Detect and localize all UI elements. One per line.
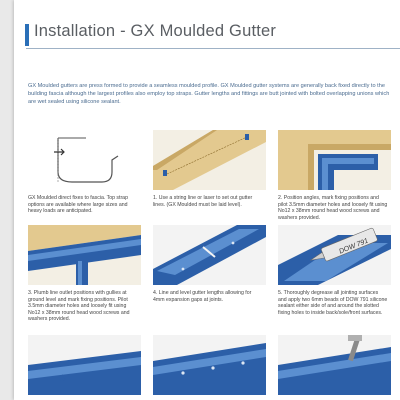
union-illustration [28, 335, 141, 395]
step-caption: GX Moulded direct fixes to fascia. Top strap options are available where large sizes and heavy loads are anticipated. [28, 195, 128, 215]
sealant-illustration [278, 225, 391, 285]
step-cell-5 [278, 225, 391, 316]
sealant-tube-label: DOW 791 [338, 237, 370, 256]
tightening-illustration [278, 335, 391, 395]
step-caption: 5. Thoroughly degrease all jointing surfaces and apply two 6mm beads of DOW 791 silicone sealant either side of and around the slotted fixing holes to inside back/sole/front surfaces. [278, 290, 388, 316]
intro-paragraph: GX Moulded gutters are press formed to provide a seamless moulded profile. GX Moulded gutter systems are generally back fixed directly to the building fascia although the largest profiles also employ top straps. Gutter lengths and fittings are butt jointed with bolted overlapping unions which are wet sealed using silicone sealant. [28, 83, 390, 106]
angle-fixing-illustration [278, 130, 391, 190]
step-cell-6 [28, 335, 141, 400]
step-cell-3 [28, 225, 141, 323]
step-cell-profile [28, 130, 141, 215]
installation-page [14, 0, 400, 400]
step-cell-4 [153, 225, 266, 303]
step-caption: 4. Line and level gutter lengths allowing for 4mm expansion gaps at joints. [153, 290, 252, 303]
steps-grid [28, 120, 400, 400]
step-cell-8 [278, 335, 391, 400]
outlet-position-illustration [28, 225, 141, 285]
gutter-lengths-illustration [153, 225, 266, 285]
title-accent-bar [25, 24, 29, 46]
step-caption: 1. Use a string line or laser to set out gutter lines. (GX Moulded must be laid level). [153, 195, 253, 208]
step-caption: 3. Plumb line outlet positions with gullies at ground level and mark fixing positions. Pilot 3.5mm diameter holes and loosely fit using No12 x 38mm round head wood screws and washers provided. [28, 290, 130, 323]
gutter-profile-illustration [28, 130, 141, 190]
page-title: Installation - GX Moulded Gutter [34, 22, 277, 40]
title-rule [26, 48, 400, 49]
bolted-union-illustration [153, 335, 266, 395]
step-caption: 2. Position angles, mark fixing positions and pilot 3.5mm diameter holes and loosely fit using No12 x 38mm round head wood screws and washers provided. [278, 195, 388, 221]
step-cell-7 [153, 335, 266, 400]
string-line-illustration [153, 130, 266, 190]
step-cell-2 [278, 130, 391, 221]
step-cell-1 [153, 130, 266, 208]
